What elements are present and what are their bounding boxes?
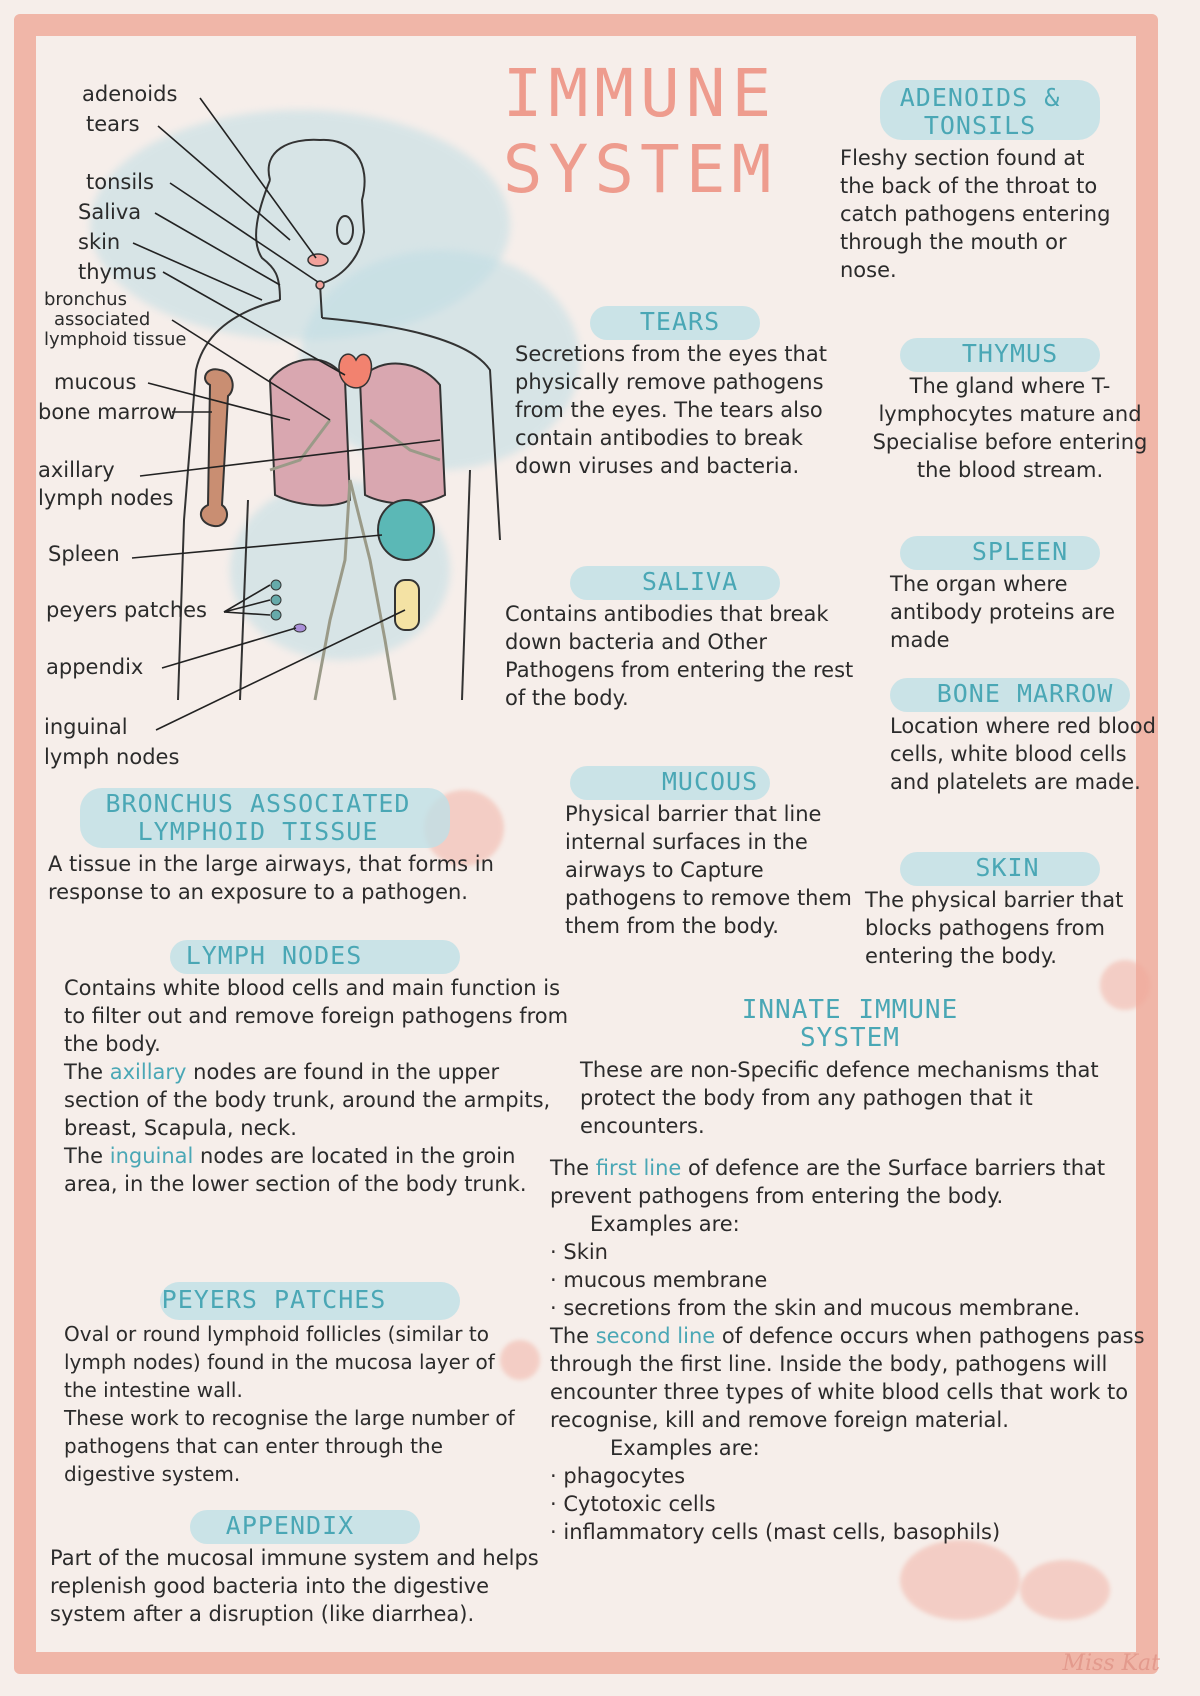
text-adenoids-tonsils: Fleshy section found at the back of the throat to catch pathogens entering through the mouth or nose. <box>840 146 1111 282</box>
label-mucous: mucous <box>54 370 137 394</box>
thymus-organ <box>339 354 371 388</box>
text-peyers-2: These work to recognise the large number of pathogens that can enter through the digestive system. <box>64 1406 515 1486</box>
heading-tears: TEARS <box>639 307 721 336</box>
section-mucous <box>565 768 855 940</box>
text-peyers-1: Oval or round lymphoid follicles (similar to lymph nodes) found in the mucosa layer of the intestine wall. <box>64 1322 495 1402</box>
label-peyers: peyers patches <box>46 598 207 622</box>
text-thymus: The gland where T-lymphocytes mature and Specialise before entering the blood stream. <box>872 374 1148 482</box>
heading-bone-marrow: BONE MARROW <box>936 679 1114 708</box>
section-adenoids-tonsils <box>840 84 1120 284</box>
body-right-inner <box>462 470 470 700</box>
signature: Miss Kat <box>1062 1651 1160 1676</box>
section-tears <box>515 308 845 480</box>
label-inguinal: inguinal lymph nodes <box>44 715 180 769</box>
label-axillary: axillary lymph nodes <box>38 458 174 510</box>
section-spleen <box>890 538 1150 654</box>
text-bone-marrow: Location where red blood cells, white blood cells and platelets are made. <box>890 714 1156 794</box>
section-innate <box>550 996 1150 1546</box>
second-line-examples <box>550 1462 1150 1546</box>
text-appendix: Part of the mucosal immune system and helps replenish good bacteria into the digestive system after a disruption (like diarrhea). <box>50 1546 539 1626</box>
label-saliva: Saliva <box>78 200 142 224</box>
list-item: · Skin <box>550 1238 1150 1266</box>
section-balt <box>48 790 538 906</box>
list-item: · mucous membrane <box>550 1266 1150 1294</box>
heading-mucous: MUCOUS <box>661 767 759 796</box>
text-examples-2: Examples are: <box>610 1436 760 1460</box>
text-second-line: The second line of defence occurs when pathogens pass through the first line. Inside the body, pathogens will encounter three types of white blood cells that work to recognise, kill and remove foreign material. <box>550 1324 1145 1432</box>
label-skin: skin <box>78 230 121 254</box>
text-tears: Secretions from the eyes that physically remove pathogens from the eyes. The tears also contain antibodies to break down viruses and bacteria. <box>515 342 827 478</box>
text-first-line: The first line of defence are the Surface barriers that prevent pathogens from entering the body. <box>550 1156 1106 1208</box>
text-spleen: The organ where antibody proteins are made <box>890 572 1116 652</box>
section-lymph-nodes <box>64 942 574 1198</box>
heading-lymph-nodes: LYMPH NODES <box>185 941 363 970</box>
text-lymph-nodes-2: The axillary nodes are found in the upper section of the body trunk, around the armpits, breast, Scapula, neck. <box>64 1060 551 1140</box>
list-item: · secretions from the skin and mucous membrane. <box>550 1294 1150 1322</box>
text-lymph-nodes-1: Contains white blood cells and main function is to filter out and remove foreign pathogens from the body. <box>64 976 569 1056</box>
label-thymus: thymus <box>78 260 157 284</box>
face-outline <box>256 180 280 300</box>
heading-appendix: APPENDIX <box>225 1511 355 1540</box>
heading-balt: BRONCHUS ASSOCIATED LYMPHOID TISSUE <box>105 789 411 846</box>
list-item: · Cytotoxic cells <box>550 1490 1150 1518</box>
left-lung <box>270 359 350 505</box>
heading-thymus: THYMUS <box>961 339 1059 368</box>
section-skin <box>865 854 1150 970</box>
spleen-organ <box>378 500 434 560</box>
section-saliva <box>505 568 875 712</box>
right-lung <box>360 364 445 504</box>
heading-saliva: SALIVA <box>641 567 739 596</box>
section-bone-marrow <box>890 680 1160 796</box>
intestine-organ <box>395 580 419 630</box>
head-outline <box>269 140 365 318</box>
first-line-examples <box>550 1238 1150 1322</box>
section-appendix <box>50 1512 570 1628</box>
text-balt: A tissue in the large airways, that forms in response to an exposure to a pathogen. <box>48 852 494 904</box>
adenoid-mark <box>308 254 328 266</box>
section-peyers <box>64 1286 524 1488</box>
heading-peyers: PEYERS PATCHES <box>161 1285 387 1314</box>
label-bone-marrow: bone marrow <box>38 400 177 424</box>
heading-adenoids-tonsils: ADENOIDS & TONSILS <box>899 83 1061 140</box>
page-title: IMMUNE SYSTEM <box>502 55 778 208</box>
list-item: · inflammatory cells (mast cells, basophils) <box>550 1518 1150 1546</box>
label-spleen: Spleen <box>48 542 120 566</box>
label-tears: tears <box>86 112 140 136</box>
text-mucous: Physical barrier that line internal surfaces in the airways to Capture pathogens to remove them them from the body. <box>565 802 852 938</box>
label-tonsils: tonsils <box>86 170 154 194</box>
heading-skin: SKIN <box>975 853 1040 882</box>
text-examples-1: Examples are: <box>590 1212 740 1236</box>
heading-innate: INNATE IMMUNE SYSTEM <box>741 995 959 1053</box>
heading-spleen: SPLEEN <box>971 537 1069 566</box>
section-thymus <box>860 340 1160 484</box>
bone-marrow-bone <box>201 369 233 526</box>
label-adenoids: adenoids <box>82 82 178 106</box>
label-appendix: appendix <box>46 655 144 679</box>
text-lymph-nodes-3: The inguinal nodes are located in the groin area, in the lower section of the body trunk. <box>64 1144 527 1196</box>
list-item: · phagocytes <box>550 1462 1150 1490</box>
text-innate-intro: These are non-Specific defence mechanisms that protect the body from any pathogen that it encounters. <box>580 1058 1099 1138</box>
torso-left <box>178 300 280 700</box>
label-balt: bronchus associated lymphoid tissue <box>44 289 187 350</box>
text-skin: The physical barrier that blocks pathogens from entering the body. <box>865 888 1124 968</box>
text-saliva: Contains antibodies that break down bacteria and Other Pathogens from entering the rest of the body. <box>505 602 854 710</box>
